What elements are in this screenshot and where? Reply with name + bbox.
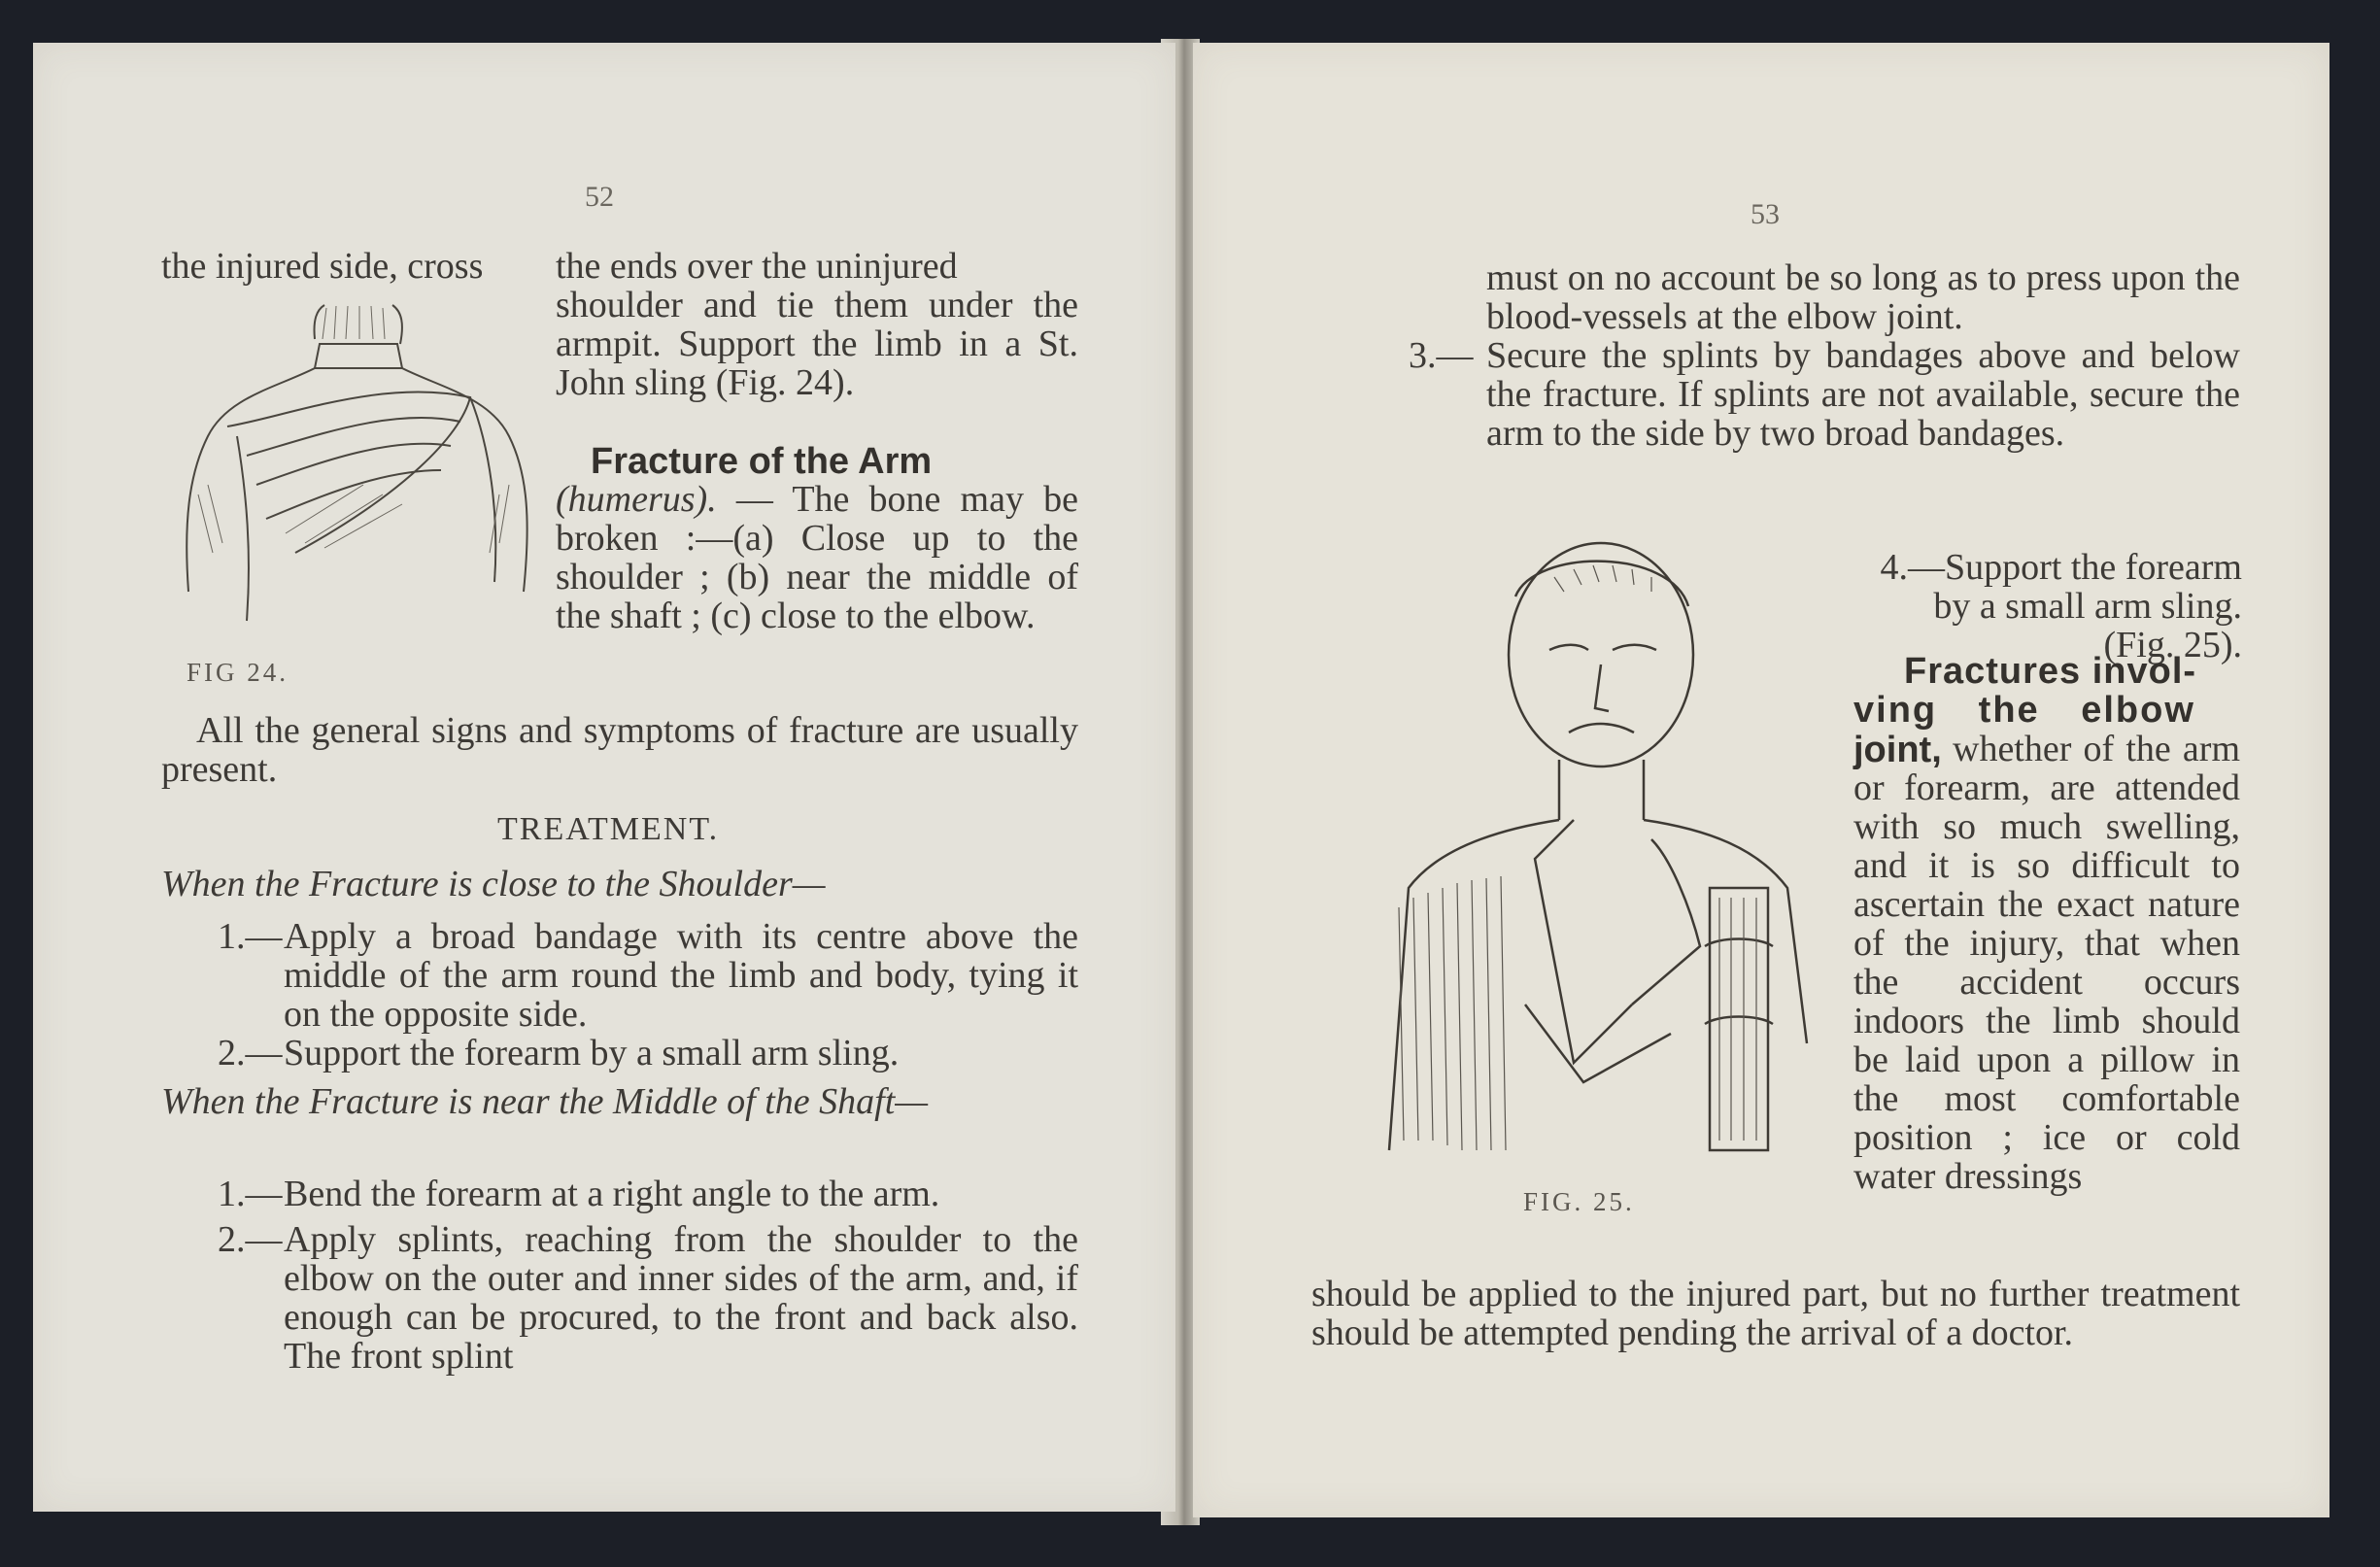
list-item: Bend the forearm at a right angle to the arm. xyxy=(284,1174,940,1214)
section-heading: Fracture of the Arm xyxy=(591,441,933,482)
page-number: 52 xyxy=(585,181,614,213)
list-item: Secure the splints by bandages above and below the fracture. If splints are not available, secure the arm to the side by two broad bandages. xyxy=(1486,335,2240,454)
paragraph: whether of the arm or forearm, are attended with so much swelling, and it is so difficult to ascertain the exact nature of the injury, that when the accident occurs indoors the limb should be laid upon a pillow in the most comfortable position ; ice or cold water dressings xyxy=(1853,729,2240,1197)
step-number: 2.— xyxy=(218,1219,283,1260)
right-page xyxy=(1193,43,2329,1517)
subheading: When the Fracture is near the Middle of the Shaft— xyxy=(161,1081,929,1122)
paragraph: should be applied to the injured part, but no further treatment should be attempted pending the arrival of a doctor. xyxy=(1311,1274,2240,1353)
step-number: 1.— xyxy=(218,1174,283,1214)
paragraph: All the general signs and symptoms of fracture are usually present. xyxy=(161,710,1078,790)
page-number: 53 xyxy=(1751,198,1780,230)
section-heading: joint, xyxy=(1853,730,1942,770)
list-item: 4.—Support the forearm by a small arm sling. (Fig. 25). xyxy=(1880,547,2242,665)
subheading: When the Fracture is close to the Shoulder— xyxy=(161,864,826,904)
paragraph: must on no account be so long as to press upon the blood-vessels at the elbow joint. xyxy=(1486,257,2240,337)
text-line: the ends over the uninjured xyxy=(556,246,958,287)
step-number: 3.— xyxy=(1409,335,1474,376)
figure-caption: FIG. 25. xyxy=(1523,1187,1635,1216)
latin-term: (humerus). xyxy=(556,479,717,520)
list-item: Support the forearm by a small arm sling. xyxy=(284,1033,900,1073)
step-number: 2.— xyxy=(218,1033,283,1073)
treatment-heading: TREATMENT. xyxy=(497,811,720,847)
paragraph xyxy=(556,480,1078,635)
section-body: — The bone may be broken :—(a) Close up to the shoulder ; (b) near the middle of the shaft ; (c) close to the elbow. xyxy=(556,479,1078,636)
figure-24-bandage-illustration xyxy=(169,300,558,660)
step-number: 1.— xyxy=(218,916,283,957)
left-page xyxy=(33,43,1175,1512)
text-line: the injured side, cross xyxy=(161,246,484,287)
paragraph: shoulder and tie them under the armpit. Support the limb in a St. John sling (Fig. 24). xyxy=(556,285,1078,403)
section-heading: ving the elbow xyxy=(1853,690,2195,731)
list-item: Apply splints, reaching from the shoulder to the elbow on the outer and inner sides of the arm, and, if enough can be procured, to the front and back also. The front splint xyxy=(284,1219,1078,1377)
figure-25-arm-sling-illustration xyxy=(1379,538,1826,1160)
figure-caption: FIG 24. xyxy=(187,658,289,687)
list-item: Apply a broad bandage with its centre above the middle of the arm round the limb and body, tying it on the opposite side. xyxy=(284,916,1078,1035)
section-heading: Fractures invol- xyxy=(1904,651,2197,692)
